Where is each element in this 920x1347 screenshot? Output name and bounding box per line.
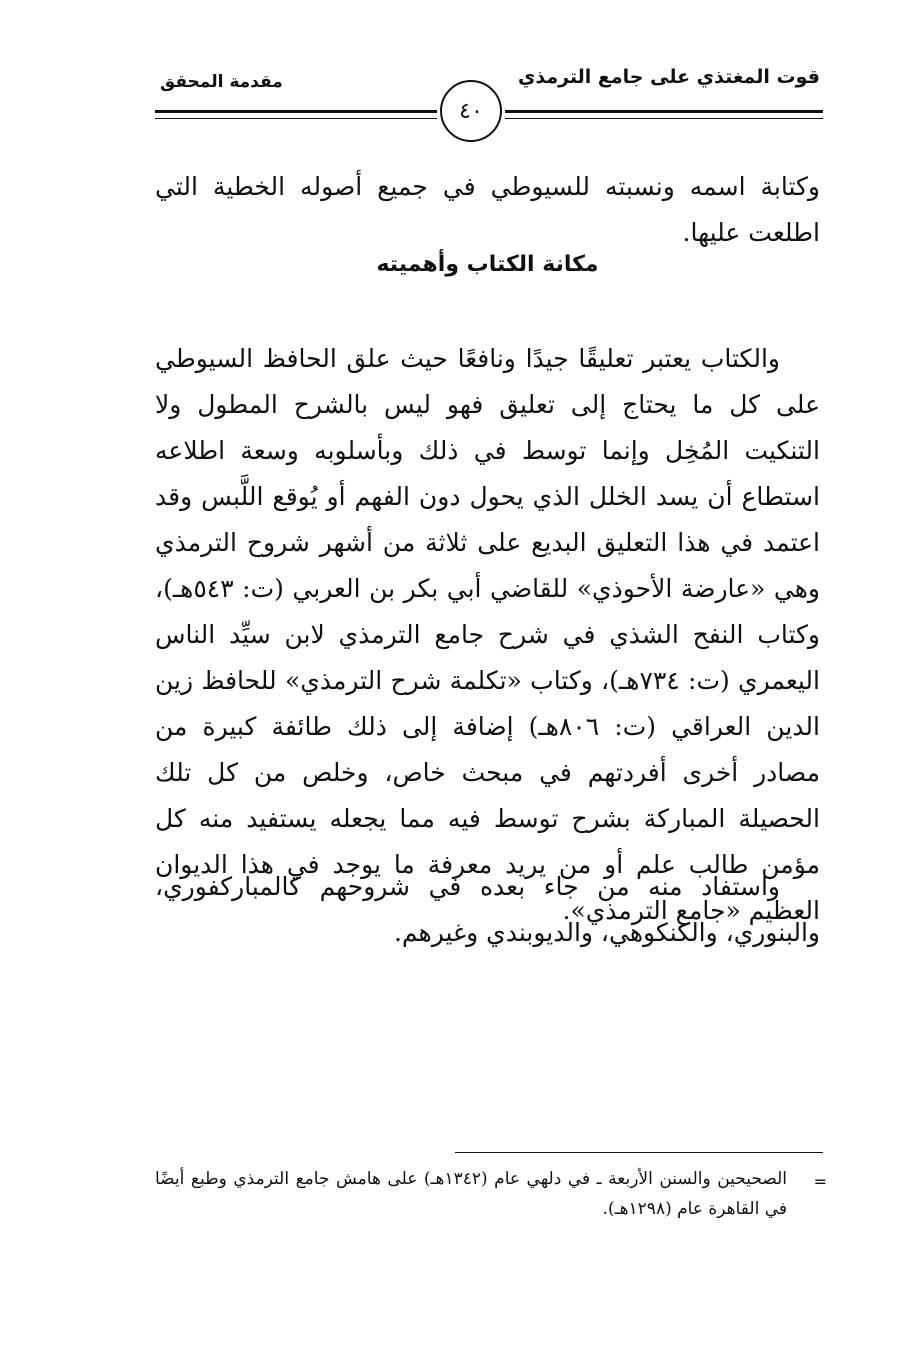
header-rule-right-thin [505,118,823,119]
main-paragraph: والكتاب يعتبر تعليقًا جيدًا ونافعًا حيث علق الحافظ السيوطي على كل ما يحتاج إلى تعليق فهو ليس بالشرح المطول ولا التنكيت المُخِل وإنما توسط في ذلك وبأسلوبه وسعة اطلاعه استطاع أن يسد الخلل الذي يحول دون الفهم أو يُوقع اللَّبس وقد اعتمد في هذا التعليق البديع على ثلاثة من أشهر شروح الترمذي وهي «عارضة الأحوذي» للقاضي أبي بكر بن العربي (ت: ٥٤٣هـ)، وكتاب النفح الشذي في شرح جامع الترمذي لابن سيِّد الناس اليعمري (ت: ٧٣٤هـ)، وكتاب «تكلمة شرح الترمذي» للحافظ زين الدين العراقي (ت: ٨٠٦هـ) إضافة إلى ذلك طائفة كبيرة من مصادر أخرى أفردتهم في مبحث خاص، وخلص من كل تلك الحصيلة المباركة بشرح توسط فيه مما يجعله يستفيد منه كل مؤمن طالب علم أو من يريد معرفة ما يوجد في هذا الديوان العظيم «جامع الترمذي». [155,344,820,925]
closing-paragraph: واستفاد منه من جاء بعده في شروحهم كالمباركفوري، والبنوري، والكنكوهي، والديوبندي وغيرهم. [155,872,820,947]
footnote-text: الصحيحين والسنن الأربعة ـ في دلهي عام (١٣٤٢هـ) على هامش جامع الترمذي وطبع أيضًا في القاهرة عام (١٢٩٨هـ). [155,1169,788,1219]
running-header-book-title: قوت المغتذي على جامع الترمذي [517,66,820,88]
header-rule-left-thick [155,110,437,113]
running-header-section-title: مقدمة المحقق [160,72,283,92]
footnote-continuation-marker: = [813,1172,827,1191]
footnote-separator [455,1152,823,1153]
section-heading: مكانة الكتاب وأهميته [376,252,599,277]
intro-paragraph: وكتابة اسمه ونسبته للسيوطي في جميع أصوله الخطية التي اطلعت عليها. [155,172,820,247]
header-rule-right-thick [505,110,823,113]
header-rule-left-thin [155,118,437,119]
page-number: ٤٠ [459,98,483,124]
page-number-badge [440,80,502,142]
